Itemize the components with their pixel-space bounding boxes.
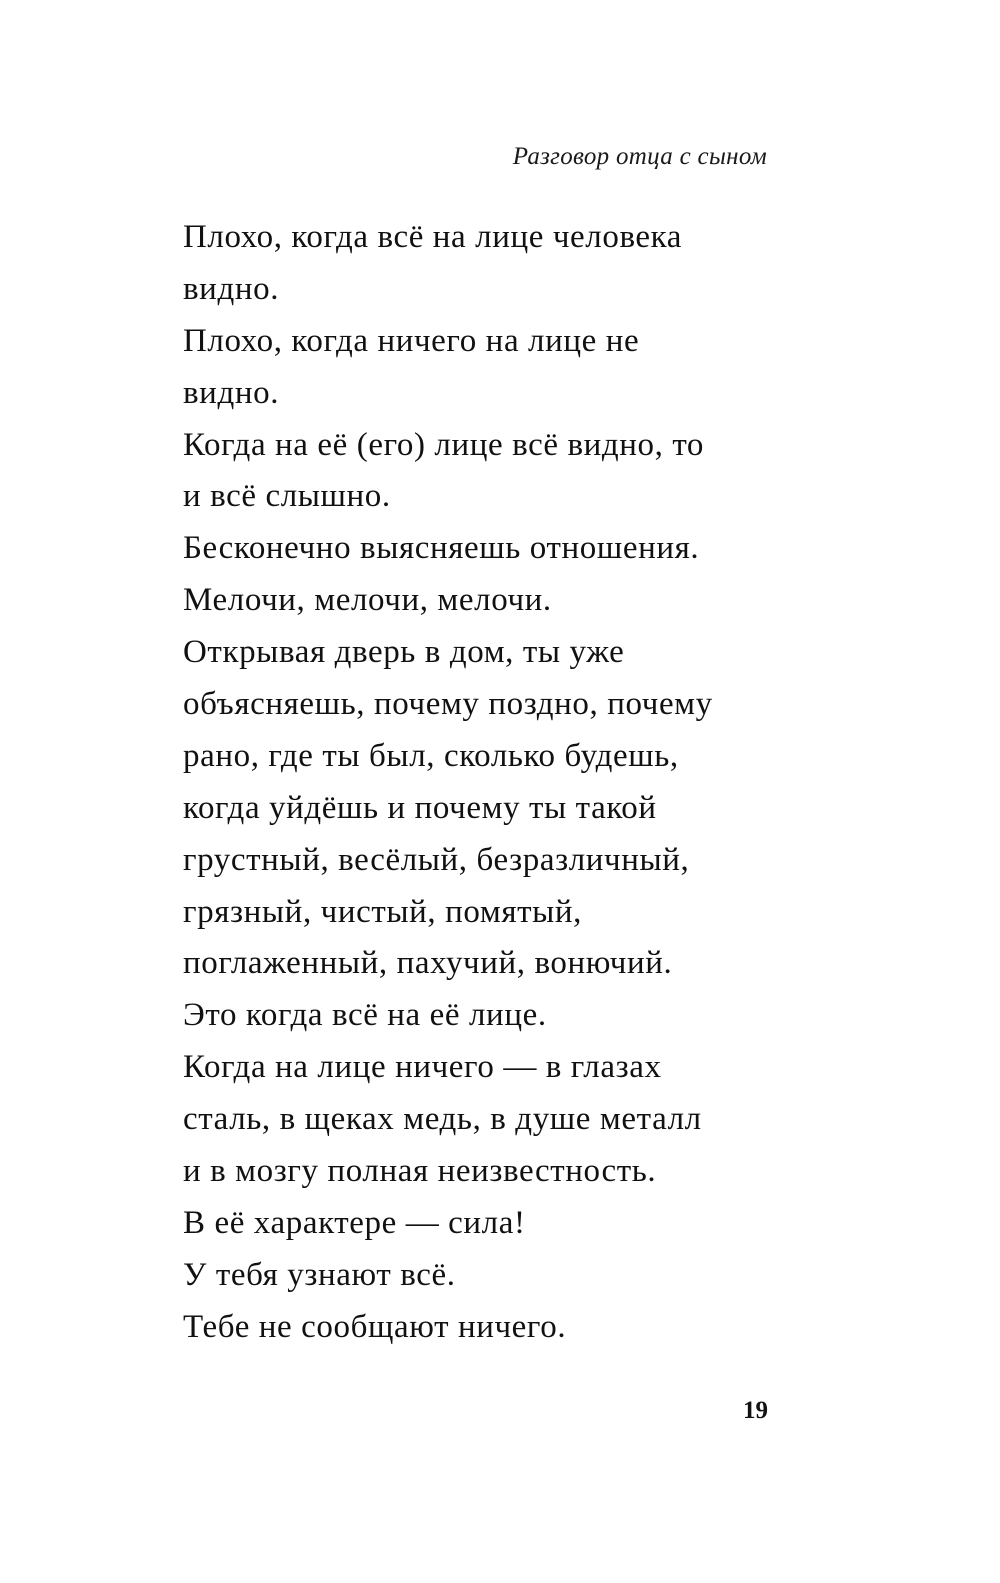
text-line: грустный, весёлый, безразличный,: [183, 841, 690, 878]
running-header: Разговор отца с сыном: [512, 143, 767, 170]
text-line: Плохо, когда ничего на лице не: [183, 322, 640, 359]
text-line: Когда на лице ничего — в глазах: [183, 1049, 662, 1086]
text-line: видно.: [183, 270, 280, 307]
text-line: Бесконечно выясняешь отношения.: [183, 530, 700, 567]
text-line: и всё слышно.: [183, 478, 391, 515]
text-line: Тебе не сообщают ничего.: [183, 1308, 567, 1345]
text-line: Плохо, когда всё на лице человека: [183, 219, 683, 255]
text-line: Когда на её (его) лице всё видно, то: [183, 426, 705, 463]
text-line: и в мозгу полная неизвестность.: [183, 1153, 657, 1190]
text-line: рано, где ты был, сколько будешь,: [183, 737, 679, 774]
text-line: Это когда всё на её лице.: [183, 997, 547, 1034]
text-line: когда уйдёшь и почему ты такой: [183, 789, 657, 826]
text-line: грязный, чистый, помятый,: [183, 893, 582, 930]
text-line: У тебя узнают всё.: [183, 1256, 456, 1293]
poem-text: [183, 212, 783, 1354]
text-line: Мелочи, мелочи, мелочи.: [183, 582, 552, 619]
page-number: 19: [743, 1397, 768, 1424]
text-line: видно.: [183, 374, 280, 411]
text-line: Открывая дверь в дом, ты уже: [183, 634, 625, 671]
text-line: поглаженный, пахучий, вонючий.: [183, 945, 673, 982]
text-line: В её характере — сила!: [183, 1204, 526, 1241]
text-line: сталь, в щеках медь, в душе металл: [183, 1101, 702, 1138]
text-line: объясняешь, почему поздно, почему: [183, 686, 713, 723]
